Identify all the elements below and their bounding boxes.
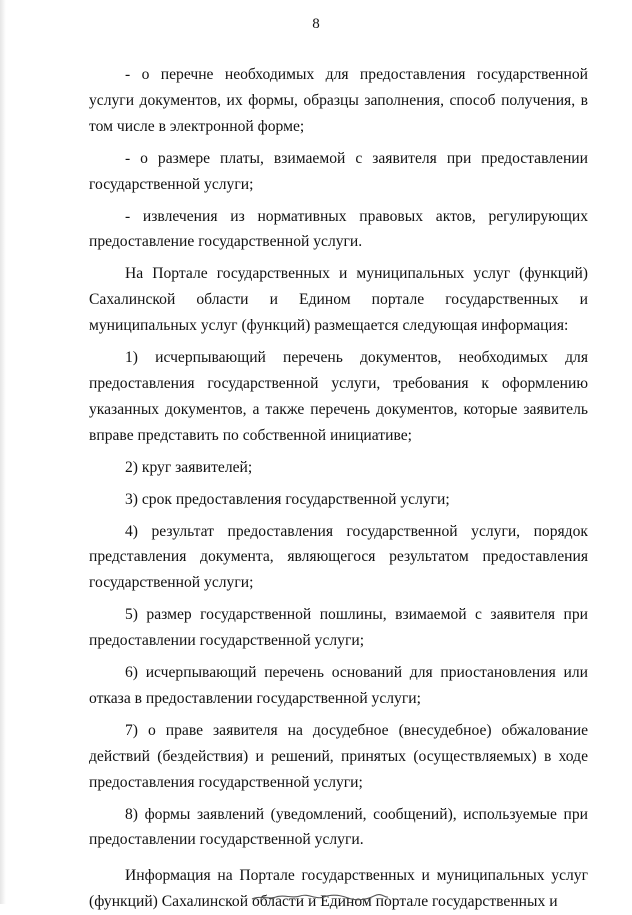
paragraph-fee: - о размере платы, взимаемой с заявителя при предоставлении государственной услуги; <box>89 149 588 193</box>
paragraph-portal-info: На Портале государственных и муниципальных услуг (функций) Сахалинской области и Едином портале государственных и муниципальных услуг (функций) размещается следующая информация: <box>89 265 588 335</box>
paragraph-legal-extracts: - извлечения из нормативных правовых актов, регулирующих предоставление государственной услуги. <box>89 207 588 251</box>
list-item-8: 8) формы заявлений (уведомлений, сообщений), используемые при предоставлении государственной услуги. <box>89 805 588 849</box>
list-item-5: 5) размер государственной пошлины, взимаемой с заявителя при предоставлении государственной услуги; <box>89 606 588 650</box>
scan-shadow-edge <box>0 0 6 904</box>
list-item-4: 4) результат предоставления государственной услуги, порядок представления документа, являющегося результатом предоставления государственной услуги; <box>89 522 588 592</box>
list-item-7: 7) о праве заявителя на досудебное (внесудебное) обжалование действий (бездействия) и решений, принятых (осуществляемых) в ходе предоставления государственной услуги; <box>89 721 588 791</box>
list-item-6: 6) исчерпывающий перечень оснований для приостановления или отказа в предоставлении государственной услуги; <box>89 664 588 707</box>
paragraph-portal-info-continued: Информация на Портале государственных и муниципальных услуг (функций) Сахалинской области и Едином портале государственных и <box>89 867 588 911</box>
list-item-1: 1) исчерпывающий перечень документов, необходимых для предоставления государственной услуги, требования к оформлению указанных документов, а также перечень документов, которые заявитель вправе представить по собственной инициативе; <box>89 349 588 444</box>
paragraph-documents-list: - о перечне необходимых для предоставления государственной услуги документов, их формы, образцы заполнения, способ получения, в том числе в электронной форме; <box>89 66 588 135</box>
document-body <box>89 62 588 915</box>
page-number: 8 <box>312 16 320 32</box>
list-item-3: 3) срок предоставления государственной услуги; <box>125 490 450 508</box>
list-item-2: 2) круг заявителей; <box>125 458 253 476</box>
handwritten-mark <box>250 893 390 901</box>
